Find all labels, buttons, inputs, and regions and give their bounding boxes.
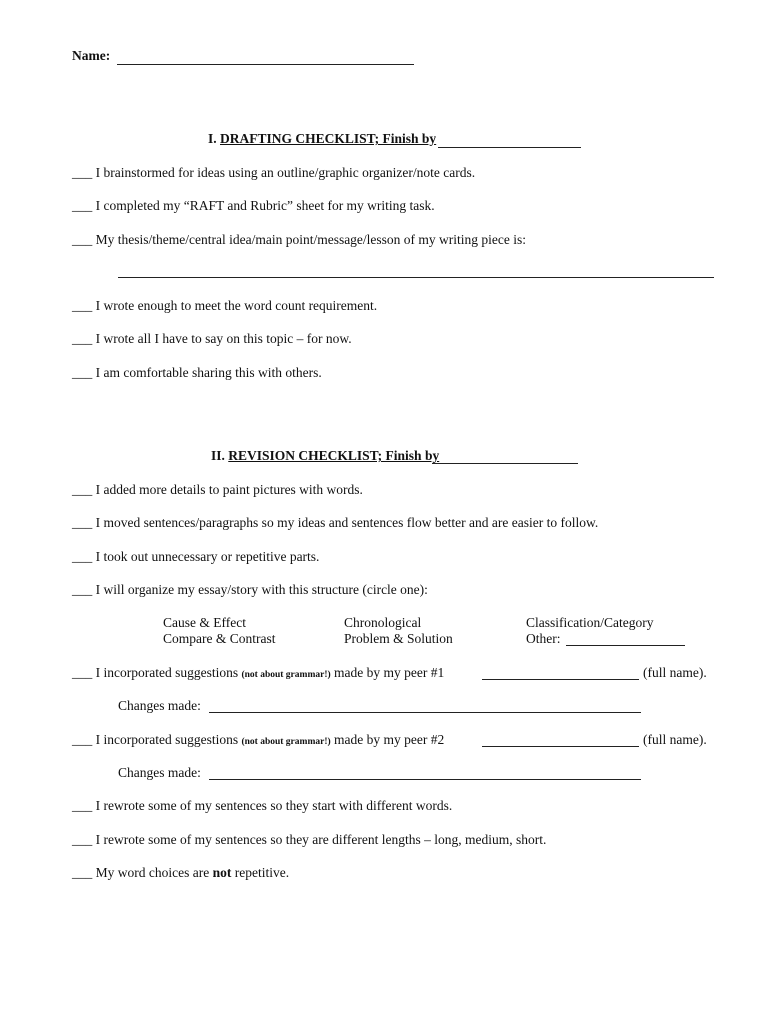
structure-classification[interactable]: Classification/Category xyxy=(526,615,654,630)
peer1-suffix: (full name). xyxy=(643,665,707,680)
peer1-note: (not about grammar!) xyxy=(241,670,331,680)
word-choice-prefix: ___ My word choices are xyxy=(72,865,210,880)
revision-item-rewrite-start: ___ I rewrote some of my sentences so they start with different words. xyxy=(72,798,453,813)
peer1-mid: made by my peer #1 xyxy=(334,665,445,680)
revision-item-rewrite-length: ___ I rewrote some of my sentences so they are different lengths – long, medium, short. xyxy=(72,832,547,847)
drafting-item-thesis: ___ My thesis/theme/central idea/main point/message/lesson of my writing piece is: xyxy=(72,232,527,247)
peer2-changes-label: Changes made: xyxy=(118,765,201,780)
revision-item-structure: ___ I will organize my essay/story with this structure (circle one): xyxy=(72,582,428,597)
drafting-item-sharing: ___ I am comfortable sharing this with others. xyxy=(72,365,322,380)
structure-other-field[interactable] xyxy=(566,645,685,646)
structure-other[interactable]: Other: xyxy=(526,631,561,646)
revision-finish-date-field[interactable] xyxy=(432,463,578,464)
peer1-prefix: ___ I incorporated suggestions xyxy=(72,665,239,680)
structure-problem-solution[interactable]: Problem & Solution xyxy=(344,631,453,646)
revision-roman: II. xyxy=(211,448,225,463)
revision-item-took-out: ___ I took out unnecessary or repetitive parts. xyxy=(72,549,320,564)
drafting-heading xyxy=(208,131,436,147)
peer2-mid: made by my peer #2 xyxy=(334,732,445,747)
drafting-item-all-said: ___ I wrote all I have to say on this topic – for now. xyxy=(72,331,352,346)
peer1-changes-field[interactable] xyxy=(209,712,641,713)
peer2-suffix: (full name). xyxy=(643,732,707,747)
peer2-name-field[interactable] xyxy=(482,746,639,747)
peer2-note: (not about grammar!) xyxy=(241,737,331,747)
peer2-prefix: ___ I incorporated suggestions xyxy=(72,732,239,747)
revision-heading xyxy=(211,448,439,464)
name-label: Name: xyxy=(72,48,111,63)
revision-item-details: ___ I added more details to paint pictures with words. xyxy=(72,482,363,497)
drafting-roman: I. xyxy=(208,131,217,146)
peer2-changes-field[interactable] xyxy=(209,779,641,780)
drafting-item-brainstorm: ___ I brainstormed for ideas using an outline/graphic organizer/note cards. xyxy=(72,165,476,180)
word-choice-emphasis: not xyxy=(212,865,232,880)
peer1-name-field[interactable] xyxy=(482,679,639,680)
drafting-item-raft: ___ I completed my “RAFT and Rubric” sheet for my writing task. xyxy=(72,198,435,213)
drafting-finish-date-field[interactable] xyxy=(438,147,581,148)
drafting-title: DRAFTING CHECKLIST; Finish by xyxy=(220,131,437,146)
revision-item-moved: ___ I moved sentences/paragraphs so my ideas and sentences flow better and are easier to follow. xyxy=(72,515,599,530)
revision-item-word-choice xyxy=(72,865,289,881)
revision-title: REVISION CHECKLIST; Finish by xyxy=(228,448,440,463)
structure-compare-contrast[interactable]: Compare & Contrast xyxy=(163,631,276,646)
thesis-answer-field[interactable] xyxy=(118,277,714,278)
name-field[interactable] xyxy=(117,64,414,65)
drafting-item-word-count: ___ I wrote enough to meet the word count requirement. xyxy=(72,298,378,313)
word-choice-suffix: repetitive. xyxy=(234,865,290,880)
structure-chronological[interactable]: Chronological xyxy=(344,615,422,630)
peer1-changes-label: Changes made: xyxy=(118,698,201,713)
peer1-item xyxy=(72,665,444,681)
structure-cause-effect[interactable]: Cause & Effect xyxy=(163,615,246,630)
peer2-item xyxy=(72,732,444,748)
